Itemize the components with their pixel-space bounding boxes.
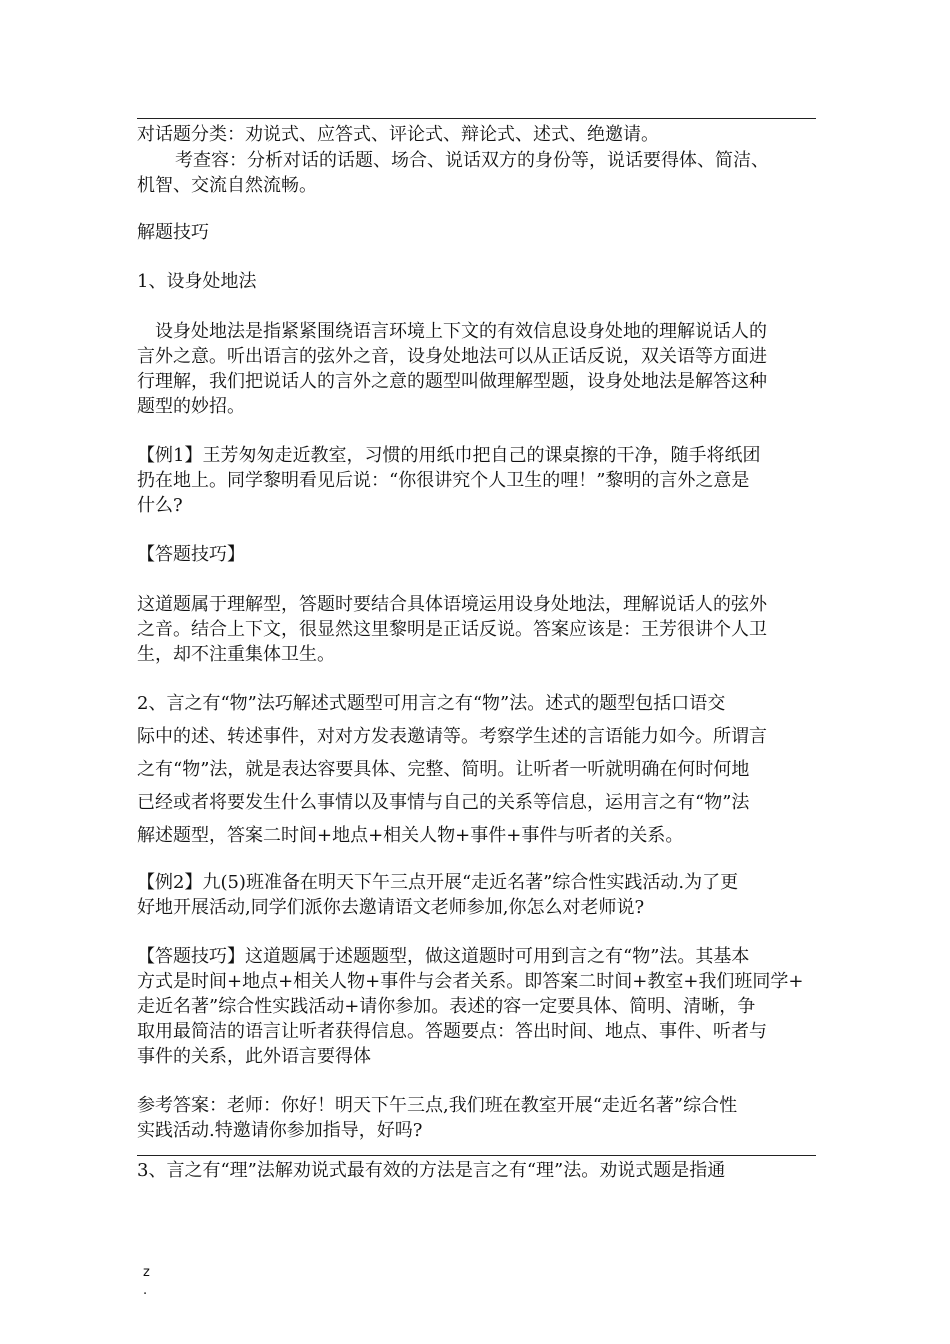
- answer2-line-4: 取用最简洁的语言让听者获得信息。答题要点：答出时间、地点、事件、听者与: [137, 1021, 767, 1042]
- answer1-line-2: 之音。结合上下文，很显然这里黎明是正话反说。答案应该是：王芳很讲个人卫: [137, 619, 767, 640]
- example1-line-2: 扔在地上。同学黎明看见后说：“你很讲究个人卫生的哩！”黎明的言外之意是: [137, 470, 750, 491]
- answer2-line-5: 事件的关系，此外语言要得体: [137, 1046, 371, 1067]
- example1-line-1: 【例1】王芳匆匆走近教室，习惯的用纸巾把自己的课桌擦的干净，随手将纸团: [137, 445, 761, 466]
- method1-line-1: 设身处地法是指紧紧围绕语言环境上下文的有效信息设身处地的理解说话人的: [155, 321, 767, 342]
- answer1-line-1: 这道题属于理解型，答题时要结合具体语境运用设身处地法，理解说话人的弦外: [137, 594, 767, 615]
- answer2-line-3: 走近名著”综合性实践活动+请你参加。表述的容一定要具体、简明、清晰，争: [137, 996, 756, 1017]
- reference-line-1: 参考答案：老师：你好！明天下午三点,我们班在教室开展“走近名著”综合性: [137, 1095, 738, 1116]
- method2-line-4: 已经或者将要发生什么事情以及事情与自己的关系等信息，运用言之有“物”法: [137, 792, 750, 813]
- method2-line-1: 2、言之有“物”法巧解述式题型可用言之有“物”法。述式的题型包括口语交: [137, 693, 726, 714]
- method2-line-2: 际中的述、转述事件，对对方发表邀请等。考察学生述的言语能力如今。所谓言: [137, 726, 767, 747]
- method2-line-5: 解述题型，答案二时间+地点+相关人物+事件+事件与听者的关系。: [137, 825, 684, 846]
- method2-line-3: 之有“物”法，就是表达容要具体、完整、简明。让听者一听就明确在何时何地: [137, 759, 750, 780]
- method1-line-4: 题型的妙招。: [137, 396, 245, 417]
- example2-line-1: 【例2】九(5)班准备在明天下午三点开展“走近名著”综合性实践活动.为了更: [137, 872, 739, 893]
- top-rule: [137, 118, 816, 119]
- method1-line-2: 言外之意。听出语言的弦外之音，设身处地法可以从正话反说，双关语等方面进: [137, 346, 767, 367]
- answer-tip-label: 【答题技巧】: [137, 544, 245, 565]
- heading-skills: 解题技巧: [137, 222, 209, 243]
- footer-z: z: [143, 1265, 150, 1280]
- answer2-line-2: 方式是时间+地点+相关人物+事件与会者关系。即答案二时间+教室+我们班同学+: [137, 971, 804, 992]
- content-line-2: 机智、交流自然流畅。: [137, 175, 317, 196]
- bottom-rule: [137, 1155, 816, 1156]
- content-line-1: 考查容：分析对话的话题、场合、说话双方的身份等，说话要得体、简洁、: [175, 150, 769, 171]
- answer1-line-3: 生，却不注重集体卫生。: [137, 644, 335, 665]
- method3-line: 3、言之有“理”法解劝说式最有效的方法是言之有“理”法。劝说式题是指通: [137, 1160, 726, 1181]
- example1-line-3: 什么?: [137, 495, 183, 516]
- answer2-line-1: 【答题技巧】这道题属于述题题型，做这道题时可用到言之有“物”法。其基本: [137, 946, 750, 967]
- heading-method-1: 1、设身处地法: [137, 271, 257, 292]
- categories-line: 对话题分类：劝说式、应答式、评论式、辩论式、述式、绝邀请。: [137, 124, 659, 145]
- method1-line-3: 行理解，我们把说话人的言外之意的题型叫做理解型题，设身处地法是解答这种: [137, 371, 767, 392]
- footer-dot: .: [143, 1283, 148, 1298]
- example2-line-2: 好地开展活动,同学们派你去邀请语文老师参加,你怎么对老师说?: [137, 897, 645, 918]
- reference-line-2: 实践活动.特邀请你参加指导，好吗?: [137, 1120, 423, 1141]
